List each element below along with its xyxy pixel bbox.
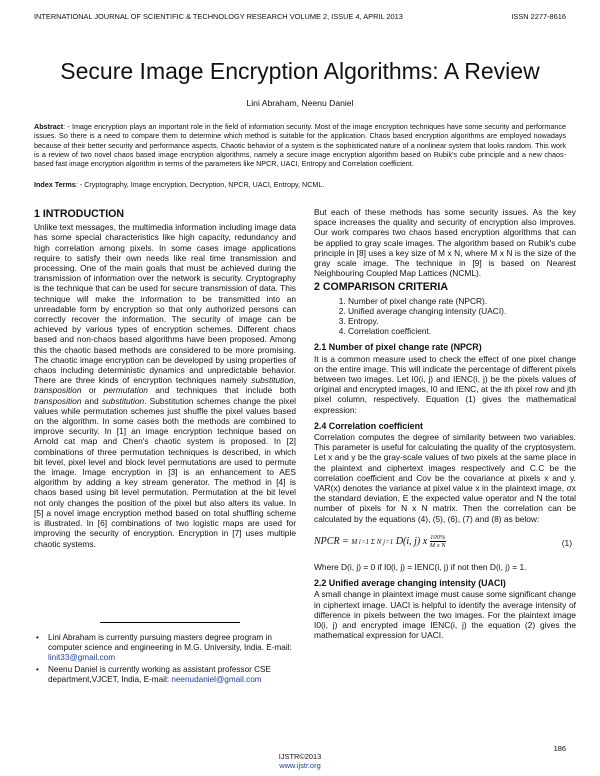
left-column [34, 207, 296, 553]
intro-text-6: . Substitution schemes change the pixel values while permutation schemes just shuffle the pixel values based on the algorithm. In some cases both the methods are combined to improve security. In [1] an image encryption technique based on Arnold cat map and Chen's chaotic system is proposed. In [2] combinations of three permutation techniques is described, in which bit level, pixel level and block level permutations are used to permute the image. Image encryption in [3] is an enhancement to AES algorithm by adding a key stream generator. The method in [4] is chaos based using bit level permutation. Permutation at the bit level not only changes the position of the pixel but also alters its value. In [5] a novel image encryption method based on total shuffling scheme is illustrated. In [6] combinations of two logistic maps are used for improving the security of encryption. Encryption in [7] uses multiple chaotic systems. [34, 395, 296, 549]
footer-url[interactable]: www.ijstr.org [279, 761, 321, 770]
intro-text-2: , [293, 375, 296, 386]
intro-continued: But each of these methods has some security issues. As the key space increases the quality and security of encryption also improves. Our work compares two chaos based encryption algorithms that can be applied to gray scale images. The algorithm based on Rubik's cube principle in [8] uses a key size of M x N, where M x N is the size of the gray scale image. The technique in [9] is based on Nearest Neighbouring Coupled Map Lattices (NCML). [314, 207, 576, 279]
issn: ISSN 2277-8616 [511, 12, 566, 21]
intro-em-3: permutation [103, 385, 148, 396]
intro-em-2: transposition [34, 385, 82, 396]
uaci-heading: 2.2 Unified average changing intensity (UACI) [314, 578, 506, 589]
equation-sum: M i=1 Σ N j=1 [351, 537, 394, 546]
list-item: 3. Entropy. [348, 316, 576, 326]
correlation-heading: 2.4 Correlation coefficient [314, 420, 423, 431]
footnote-text: Lini Abraham is currently pursuing masters degree program in computer science and engineering in M.G. University, India. E-mail: [48, 633, 292, 652]
equation-fraction [430, 534, 446, 549]
fraction-numerator: 100% [430, 533, 446, 541]
list-item: 1. Number of pixel change rate (NPCR). [348, 296, 576, 306]
footnote-item [34, 633, 296, 663]
email-link[interactable]: neenudaniel@gmail.com [171, 675, 262, 684]
author-footnotes [34, 633, 296, 687]
abstract [34, 122, 566, 168]
authors: Lini Abraham, Neenu Daniel [246, 98, 354, 108]
equation-lhs: NPCR = [314, 535, 352, 547]
equation-body: D(i, j) x [393, 535, 430, 547]
footnote-divider [100, 622, 240, 623]
journal-name: INTERNATIONAL JOURNAL OF SCIENTIFIC & TECHNOLOGY RESEARCH VOLUME 2, ISSUE 4, APRIL 2013 [34, 12, 403, 21]
intro-text-1: Unlike text messages, the multimedia information including image data has some special characteristics like high capacity, redundancy and high correlation among pixels. In some cases image applications require to satisfy their own needs like real time transmission and processing. One of the main goals that must be achieved during the transmission of information over the network is security. Cryptography is the technique that can be used for secure transmission of data. This technique will make the information to be transmitted into an unreadable form by encryption so that only authorized persons can correctly recover the information. The security of image can be achieved by various types of encryption schemes. Different chaos based and non-chaos based algorithms have been proposed. Among this the chaotic based methods are considered to be more promising. The chaotic image encryption can be developed by using properties of chaos including deterministic dynamics and unpredictable behavior. There are three kinds of encryption techniques namely [34, 222, 296, 386]
index-terms-text: : - Cryptography, Image encryption, Decryption, NPCR, UACI, Entropy, NCML. [75, 180, 325, 189]
footnote-text: Neenu Daniel is currently working as assistant professor CSE department,VJCET, India, E-mail: [48, 665, 271, 684]
npcr-text: It is a common measure used to check the effect of one pixel change on the entire image. This will indicate the percentage of different pixels between two images. Let I0(i, j) and IENC(i, j) be the pixels values of original and encrypted images, I0 and IENC, at the ith pixel row and jth pixel column, respectively. Equation (1) gives the mathematical expression: [314, 353, 576, 415]
page-number: 186 [553, 744, 566, 753]
intro-text-5: and [81, 395, 102, 406]
list-item: 4. Correlation coefficient. [348, 326, 576, 336]
intro-heading: 1 INTRODUCTION [34, 208, 125, 220]
criteria-heading: 2 COMPARISON CRITERIA [314, 281, 448, 294]
equation-1 [314, 534, 576, 556]
list-item: 2. Unified average changing intensity (UACI). [348, 306, 576, 316]
correlation-text: Correlation computes the degree of similarity between two variables. This parameter is useful for calculating the quality of the cryptosystem. Let x and y be the gray-scale values of two pixels at the same place in the plaintext and ciphertext images respectively and C.C be the correlation coefficient and Cov be the covariance at pixels x and y. VAR(x) denotes the variance at pixel value x in the plaintext image, σx the standard deviation, E the expected value operator and N the total number of pixels for N x N matrix. Then the correlation can be calculated by the equations (4), (5), (6), (7) and (8) as below: [314, 432, 576, 524]
intro-em-5: substitution [101, 395, 145, 406]
intro-text-3: or [81, 385, 104, 396]
criteria-list [314, 296, 576, 337]
index-terms-label: Index Terms [34, 180, 76, 189]
footer-code: IJSTR©2013 [278, 752, 322, 761]
fraction-denominator: M x N [429, 541, 446, 549]
npcr-heading: 2.1 Number of pixel change rate (NPCR) [314, 342, 482, 353]
email-link[interactable]: linit33@gmail.com [48, 653, 116, 662]
footer-url-wrap [0, 761, 600, 770]
uaci-text: A small change in plaintext image must cause some significant change in ciphertext image. UACI is helpful to identify the average intensity of difference in pixels between the two images. For the plaintext image I0(i, j) and encrypted image IENC(i, j) the equation (2) gives the mathematical expression for UACI. [314, 589, 576, 641]
footnote-item [34, 665, 296, 685]
where-clause: Where D(i, j) = 0 if I0(i, j) = IENC(i, j) if not then D(i, j) = 1. [314, 561, 527, 572]
abstract-label: Abstract [34, 122, 64, 131]
paper-title: Secure Image Encryption Algorithms: A Review [60, 58, 540, 84]
equation-number: (1) [561, 537, 572, 548]
abstract-text: : - Image encryption plays an important role in the field of information security. Most of the image encryption techniques have some security and performance issues. So there is a need to compare them to determine which method is suitable for the application. Chaos based encryption algorithms are employed nowadays because of their better security and performance aspects. Chaotic behavior of a system is the sophisticated nature of a nonlinear system that looks random. This work is a review of two novel chaos based image encryption algorithms, namely a secure image encryption algorithm based on Rubik's cube principle and a new chaos-based fast image encryption algorithm in terms of the parameters like NPCR, UACI, Entropy and Correlation coefficient. [34, 122, 566, 169]
bullet-icon: • [36, 633, 39, 642]
right-column [314, 207, 576, 644]
intro-em-1: substitution [251, 375, 294, 386]
intro-text-4: and techniques that include both [147, 385, 296, 396]
intro-paragraph [34, 222, 296, 549]
index-terms [34, 180, 566, 189]
bullet-icon: • [36, 665, 39, 674]
intro-em-4: transposition [34, 395, 82, 406]
